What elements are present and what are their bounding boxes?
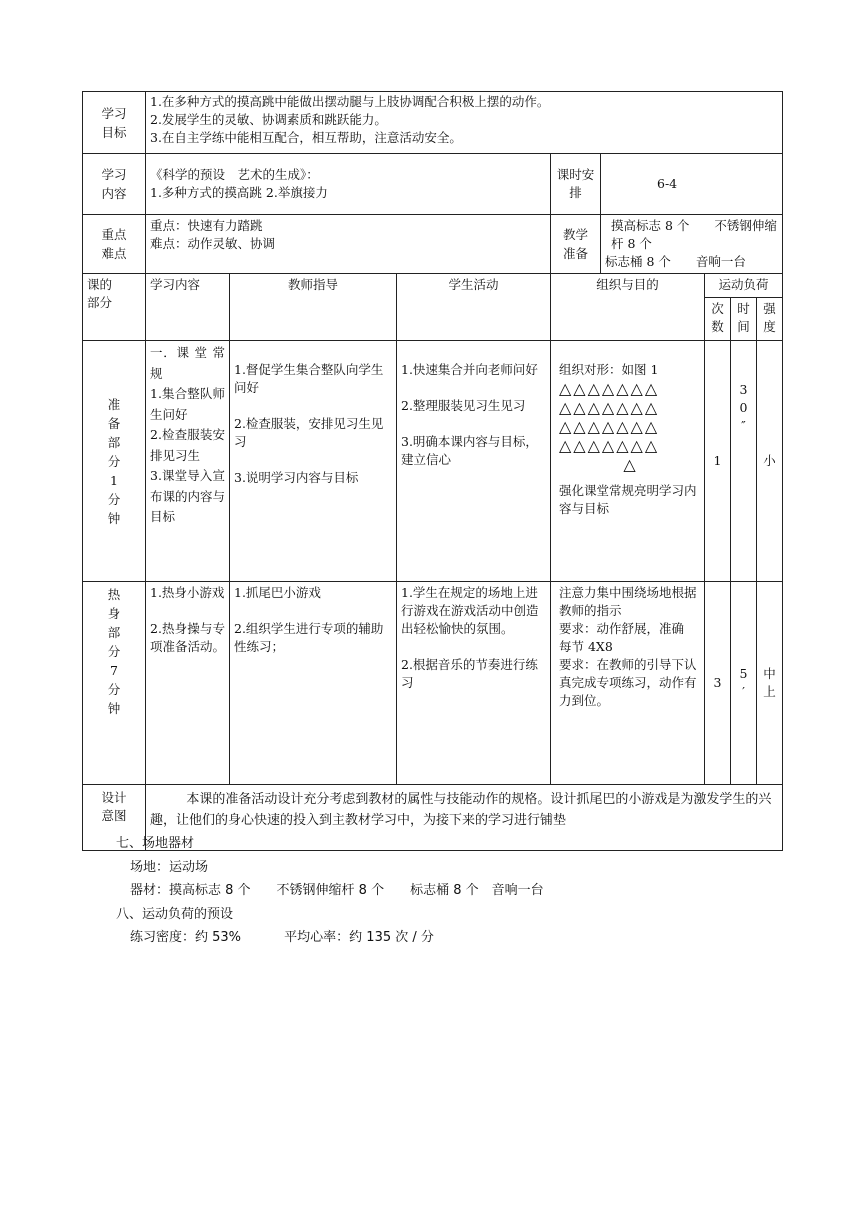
prep-teacher-item: 1.督促学生集合整队向学生问好 (234, 362, 384, 395)
prep-part-char: 钟 (107, 510, 121, 526)
warm-duration-char: ′ (742, 684, 745, 699)
goal-label (83, 92, 146, 154)
prep-part-char: 准 (107, 396, 121, 412)
warm-org-line: 每节 4X8 (559, 639, 613, 654)
prep-part-char: 分 (107, 491, 121, 507)
warm-part-char: 部 (107, 625, 121, 640)
header-times-line: 次 (711, 301, 724, 316)
prep-student-item: 2.整理服装见习生见习 (401, 398, 526, 413)
prep-label (551, 215, 601, 274)
formation-extra: △ (623, 455, 636, 474)
warm-intensity-char: 中 (763, 666, 776, 681)
prep-org-goal: 强化课堂常规亮明学习内容与目标 (559, 483, 697, 516)
key-row (83, 215, 783, 274)
formation-row: △△△△△△△ (559, 436, 660, 455)
warm-duration-char: 5 (739, 666, 748, 681)
prep-section-row (83, 341, 783, 582)
goal-label-line: 目标 (101, 124, 127, 140)
header-student: 学生活动 (397, 274, 551, 341)
key-text (146, 215, 551, 274)
formation-row: △△△△△△△ (559, 417, 660, 436)
content-label-line: 内容 (101, 186, 127, 201)
header-intensity-line: 度 (763, 319, 776, 334)
content-line: 《科学的预设 艺术的生成》： (150, 167, 319, 182)
warm-student-item: 2.根据音乐的节奏进行练习 (401, 657, 538, 690)
equipment-line: 器材：摸高标志 8 个 不锈钢伸缩杆 8 个 标志桶 8 个 音响一台 (130, 883, 544, 898)
prep-duration (731, 341, 757, 582)
warm-teacher (230, 582, 397, 785)
warm-part-char: 钟 (107, 701, 121, 716)
lesson-plan-table (82, 91, 783, 851)
prep-part-char: 1 (110, 472, 118, 488)
prep-content-line: 1.集合整队师生问好 (150, 386, 225, 422)
prep-part-char: 备 (107, 415, 121, 431)
load-line: 练习密度：约 53% 平均心率：约 135 次 / 分 (130, 930, 434, 945)
warm-teacher-item: 1.抓尾巴小游戏 (234, 585, 321, 600)
prep-intensity: 小 (757, 341, 783, 582)
formation-row: △△△△△△△ (559, 379, 660, 398)
goal-text (146, 92, 783, 154)
warm-times: 3 (705, 582, 731, 785)
design-paragraph: 本课的准备活动设计充分考虑到教材的属性与技能动作的规格。设计抓尾巴的小游戏是为激发学生的兴趣，让他们的身心快速的投入到主教材学习中，为接下来的学习进行铺垫 (150, 792, 772, 828)
lesson-plan-table-wrapper (82, 91, 782, 851)
prep-content-line: 3.课堂导入宣布课的内容与目标 (150, 468, 226, 524)
warm-part-char: 身 (107, 606, 121, 621)
warm-part-char: 分 (107, 682, 121, 697)
header-org: 组织与目的 (551, 274, 705, 341)
header-load: 运动负荷 (705, 274, 783, 298)
header-part-line: 部分 (87, 295, 113, 310)
prep-part-char: 部 (107, 434, 121, 450)
formation-row: △△△△△△△ (559, 398, 660, 417)
header-part-line: 课的 (87, 277, 113, 292)
warm-org-line: 注意力集中围绕场地根据教师的指示 (559, 585, 697, 618)
warm-student-item: 1.学生在规定的场地上进行游戏在游戏活动中创造出轻松愉快的氛围。 (401, 585, 539, 636)
load-heading: 八、运动负荷的预设 (116, 906, 234, 922)
prep-student (397, 341, 551, 582)
goal-line: 1.在多种方式的摸高跳中能做出摆动腿与上肢协调配合积极上摆的动作。 (150, 94, 550, 109)
prep-label-line: 准备 (562, 246, 588, 261)
header-content: 学习内容 (146, 274, 230, 341)
content-line: 1.多种方式的摸高跳 2.举旗接力 (150, 185, 328, 200)
key-label-line: 难点 (101, 246, 127, 261)
prep-org (551, 341, 705, 582)
warm-student (397, 582, 551, 785)
warm-intensity-char: 上 (763, 684, 776, 699)
design-label-line: 意图 (101, 808, 127, 823)
prep-org-title: 组织对形：如图 1 (559, 362, 659, 377)
goal-line: 2.发展学生的灵敏、协调素质和跳跃能力。 (150, 112, 387, 127)
prep-text (601, 215, 783, 274)
prep-teacher (230, 341, 397, 582)
header-row (83, 274, 783, 298)
prep-line: 摸高标志 8 个 不锈钢伸缩杆 8 个 (611, 218, 777, 251)
header-duration (731, 298, 757, 341)
header-part (83, 274, 146, 341)
content-label (83, 154, 146, 215)
content-text (146, 154, 551, 215)
prep-line: 标志桶 8 个 音响一台 (605, 254, 746, 269)
venue-heading: 七、场地器材 (116, 836, 195, 851)
warm-content (146, 582, 230, 785)
warm-org (551, 582, 705, 785)
prep-content (146, 341, 230, 582)
prep-content-line: 2.检查服装安排见习生 (150, 427, 225, 463)
warm-part-char: 7 (110, 663, 118, 678)
prep-part-char: 分 (107, 453, 121, 469)
warm-part-char: 热 (107, 587, 121, 602)
prep-duration-char: ″ (741, 418, 746, 433)
key-label (83, 215, 146, 274)
header-intensity-line: 强 (763, 301, 776, 316)
schedule-value-text: 6-4 (657, 176, 678, 191)
prep-content-line: 一．课 堂 常规 (150, 345, 225, 381)
schedule-label: 课时安排 (551, 154, 601, 215)
key-line: 难点：动作灵敏、协调 (150, 236, 276, 251)
prep-teacher-item: 2.检查服装，安排见习生见习 (234, 416, 384, 449)
header-teacher: 教师指导 (230, 274, 397, 341)
warm-content-item: 1.热身小游戏 (150, 585, 225, 600)
prep-times: 1 (705, 341, 731, 582)
schedule-value (601, 154, 783, 215)
warm-part-char: 分 (107, 644, 121, 659)
prep-duration-char: 3 (739, 382, 748, 397)
content-row (83, 154, 783, 215)
header-times (705, 298, 731, 341)
warm-org-line: 要求：在教师的引导下认真完成专项练习，动作有力到位。 (559, 657, 697, 708)
header-duration-line: 时 (737, 301, 750, 316)
design-label-line: 设计 (101, 790, 127, 805)
warm-part (83, 582, 146, 785)
prep-duration-char: 0 (739, 400, 748, 415)
notes-section (116, 832, 544, 950)
content-label-line: 学习 (101, 167, 127, 182)
key-line: 重点：快速有力踏跳 (150, 218, 263, 233)
warm-org-line: 要求：动作舒展，准确 (559, 621, 685, 636)
goal-line: 3.在自主学练中能相互配合，相互帮助，注意活动安全。 (150, 130, 462, 145)
header-times-line: 数 (711, 319, 724, 334)
header-intensity (757, 298, 783, 341)
warm-section-row (83, 582, 783, 785)
warm-intensity (757, 582, 783, 785)
goal-label-line: 学习 (101, 105, 127, 121)
warm-content-item: 2.热身操与专项准备活动。 (150, 621, 226, 654)
warm-teacher-item: 2.组织学生进行专项的辅助性练习； (234, 621, 384, 654)
warm-duration (731, 582, 757, 785)
prep-student-item: 1.快速集合并向老师问好 (401, 362, 538, 377)
prep-student-item: 3.明确本课内容与目标，建立信心 (401, 434, 538, 467)
goal-row (83, 92, 783, 154)
prep-part (83, 341, 146, 582)
header-duration-line: 间 (737, 319, 750, 334)
key-label-line: 重点 (101, 227, 127, 242)
prep-label-line: 教学 (562, 227, 588, 242)
venue-line: 场地：运动场 (130, 859, 209, 875)
prep-teacher-item: 3.说明学习内容与目标 (234, 470, 359, 485)
